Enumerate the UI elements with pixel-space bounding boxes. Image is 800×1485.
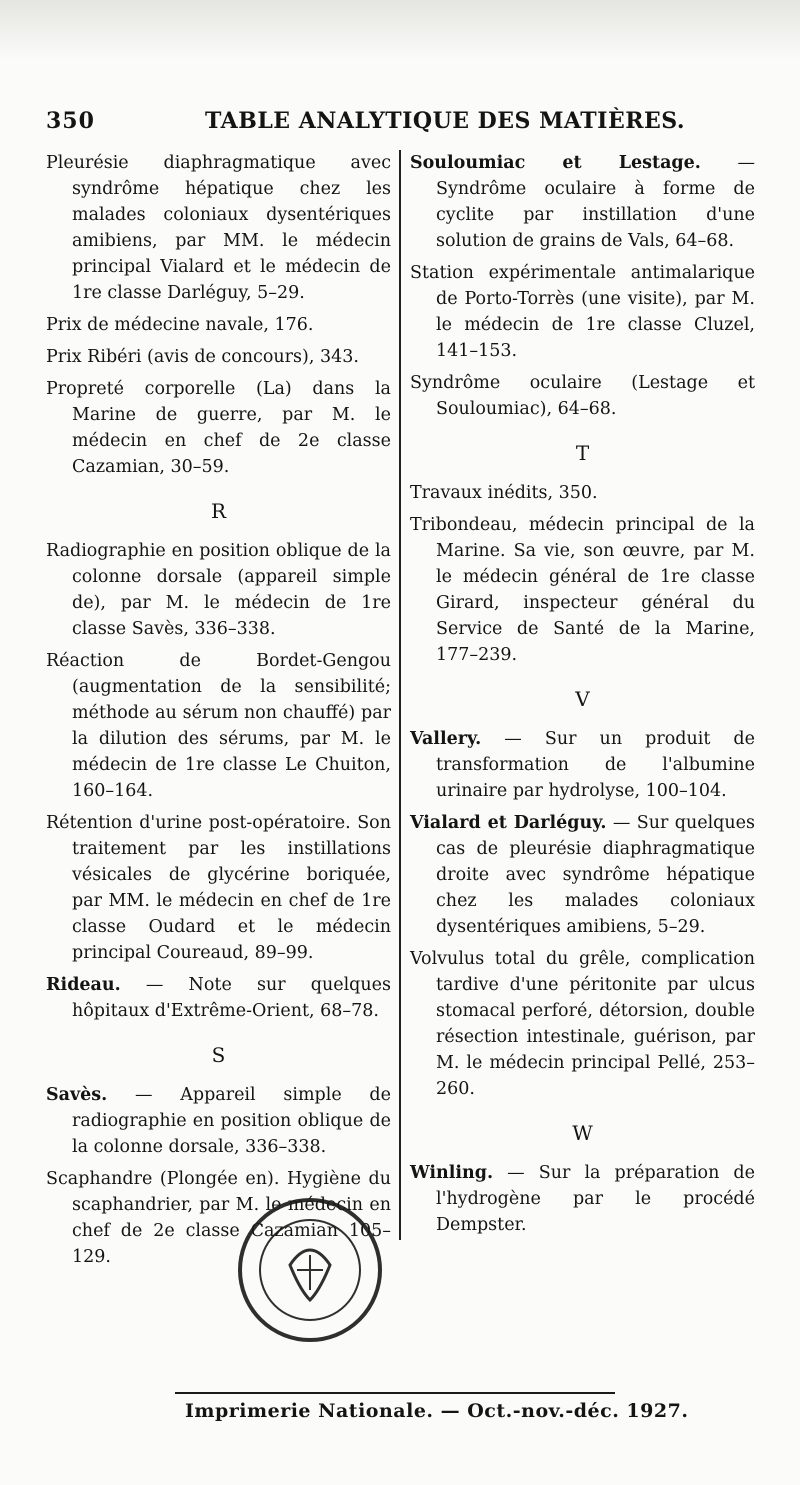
author-name: Souloumiac et Lestage. (410, 153, 701, 173)
entry-text: — Note sur quelques hôpitaux d'Extrême-Orient, 68–78. (72, 975, 391, 1021)
column-divider (399, 150, 401, 1240)
section-letter-v: V (575, 687, 590, 711)
entry-text: — Sur un produit de transformation de l'albumine urinaire par hydrolyse, 100–104. (436, 729, 755, 801)
index-entry-author (46, 972, 391, 1024)
author-name: Savès. (46, 1085, 108, 1105)
index-entry-author (410, 726, 755, 804)
index-entry-author (410, 810, 755, 940)
section-letter-r: R (210, 499, 227, 523)
index-entry-author (410, 150, 755, 254)
right-column (410, 150, 755, 1244)
entry-text: — Appareil simple de radiographie en position oblique de la colonne dorsale, 336–338. (72, 1085, 391, 1157)
index-entry-author (410, 1160, 755, 1238)
index-entry: Syndrôme oculaire (Lestage et Souloumiac), 64–68. (410, 373, 755, 419)
left-column (46, 150, 391, 1276)
index-entry: Propreté corporelle (La) dans la Marine de guerre, par M. le médecin en chef de 2e classe Cazamian, 30–59. (46, 379, 391, 477)
author-name: Rideau. (46, 975, 121, 995)
footer-rule (175, 1392, 615, 1394)
index-entry-author (46, 1082, 391, 1160)
index-entry: Travaux inédits, 350. (410, 483, 598, 503)
index-entry: Tribondeau, médecin principal de la Marine. Sa vie, son œuvre, par M. le médecin général de 1re classe Girard, inspecteur général du Service de Santé de la Marine, 177–239. (410, 515, 755, 665)
index-entry: Prix Ribéri (avis de concours), 343. (46, 347, 359, 367)
section-letter-s: S (211, 1043, 226, 1067)
author-name: Vialard et Darléguy. (410, 813, 607, 833)
printer-footer: Imprimerie Nationale. — Oct.-nov.-déc. 1927. (185, 1400, 689, 1422)
index-entry: Station expérimentale antimalarique de Porto-Torrès (une visite), par M. le médecin de 1re classe Cluzel, 141–153. (410, 263, 755, 361)
entry-text: — Sur quelques cas de pleurésie diaphragmatique droite avec syndrôme hépatique chez les malades coloniaux dysentériques amibiens, 5–29. (436, 813, 755, 937)
index-entry: Prix de médecine navale, 176. (46, 315, 314, 335)
author-name: Vallery. (410, 729, 482, 749)
library-stamp (235, 1195, 385, 1345)
index-entry: Scaphandre (Plongée en). Hygiène du scaphandrier, par M. le médecin en chef de 2e classe Cazamian 105–129. (46, 1169, 391, 1267)
entry-text: — Sur la préparation de l'hydrogène par le procédé Dempster. (436, 1163, 755, 1235)
index-entry: Rétention d'urine post-opératoire. Son traitement par les instillations vésicales de glycérine boriquée, par MM. le médecin en chef de 1re classe Oudard et le médecin principal Coureaud, 89–99. (46, 813, 391, 963)
section-letter-w: W (572, 1121, 593, 1145)
index-entry: Réaction de Bordet-Gengou (augmentation de la sensibilité; méthode au sérum non chauffé) par la dilution des sérums, par M. le médecin de 1re classe Le Chuiton, 160–164. (46, 651, 391, 801)
author-name: Winling. (410, 1163, 494, 1183)
index-entry: Pleurésie diaphragmatique avec syndrôme hépatique chez les malades coloniaux dysentériques amibiens, par MM. le médecin principal Vialard et le médecin de 1re classe Darléguy, 5–29. (46, 153, 391, 303)
page-edge-texture (0, 0, 800, 60)
entry-text: — Syndrôme oculaire à forme de cyclite par instillation d'une solution de grains de Vals, 64–68. (436, 153, 755, 251)
index-entry: Radiographie en position oblique de la colonne dorsale (appareil simple de), par M. le médecin de 1re classe Savès, 336–338. (46, 541, 391, 639)
page-number: 350 (46, 108, 95, 134)
section-letter-t: T (575, 441, 590, 465)
running-title: TABLE ANALYTIQUE DES MATIÈRES. (205, 108, 686, 134)
index-entry: Volvulus total du grêle, complication tardive d'une péritonite par ulcus stomacal perforé, détorsion, double résection intestinale, guérison, par M. le médecin principal Pellé, 253–260. (410, 949, 755, 1099)
